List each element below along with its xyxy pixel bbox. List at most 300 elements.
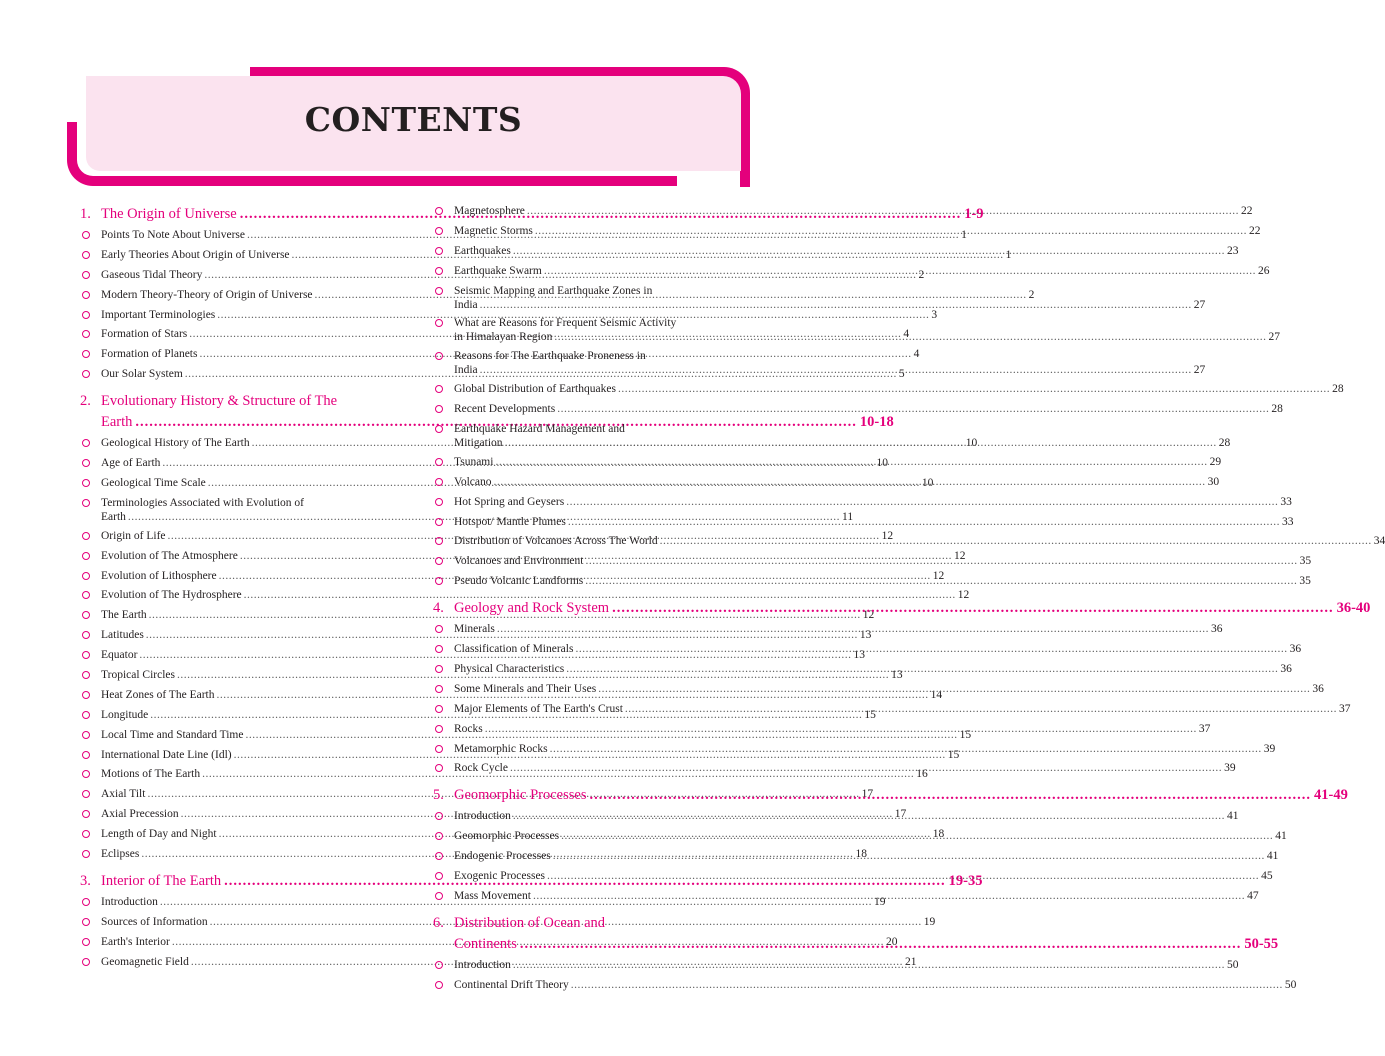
- topic-page-number: 12: [953, 549, 966, 562]
- topic-text-block: [454, 869, 1273, 884]
- topic-page-number: 18: [855, 848, 867, 861]
- topic-item[interactable]: [433, 495, 1292, 510]
- dot-leader: [550, 742, 1262, 756]
- topic-page-number: 27: [1193, 298, 1206, 311]
- topic-text: Motions of The Earth: [101, 768, 201, 781]
- topic-page-number: 50: [1226, 959, 1239, 972]
- topic-text: Origin of Life: [101, 529, 166, 542]
- dot-leader: [535, 224, 1247, 238]
- topic-page-number: 23: [1226, 244, 1239, 257]
- topic-text: Magnetosphere: [454, 205, 525, 217]
- topic-row: [454, 682, 1324, 696]
- topic-text-block: [454, 889, 1259, 904]
- dot-leader: [575, 642, 1287, 656]
- chapter-title-row: [454, 934, 1278, 955]
- chapter-title[interactable]: Earth: [101, 414, 133, 431]
- topic-page-number: 50: [1284, 978, 1297, 991]
- topic-text-line: Earthquake Hazard Management and: [454, 423, 625, 436]
- bullet-icon: [433, 702, 454, 717]
- topic-text: Geological Time Scale: [101, 477, 206, 490]
- topic-page-number: 41: [1275, 830, 1287, 843]
- dot-leader: [571, 978, 1283, 992]
- topic-text: Endogenic Processes: [454, 850, 551, 863]
- dot-leader: [566, 662, 1278, 676]
- topic-text: Tsunami: [454, 455, 494, 468]
- topic-page-number: 18: [932, 828, 945, 841]
- topic-text-block: [454, 702, 1351, 717]
- chapter-title-block: [454, 913, 1278, 955]
- topic-row: [454, 515, 1293, 529]
- bullet-icon: [80, 847, 101, 862]
- bullet-icon: [433, 284, 454, 312]
- topic-page-number: 10: [876, 457, 889, 470]
- topic-row: [454, 622, 1223, 636]
- topic-item[interactable]: [80, 308, 938, 323]
- bullet-icon: [433, 349, 454, 377]
- topic-text-block: [454, 534, 1385, 549]
- topic-page-number: 22: [1241, 205, 1253, 217]
- topic-text-block: [454, 515, 1293, 530]
- topic-text: Recent Developments: [454, 403, 556, 416]
- dot-leader: [547, 869, 1259, 883]
- topic-page-number: 15: [959, 728, 972, 741]
- topic-row: [454, 534, 1385, 548]
- topic-row: [454, 662, 1292, 676]
- topic-text: Local Time and Standard Time: [101, 728, 244, 741]
- bullet-icon: [433, 889, 454, 904]
- bullet-icon: [80, 288, 101, 303]
- topic-row: [454, 869, 1273, 883]
- topic-text: Major Elements of The Earth's Crust: [454, 702, 623, 715]
- topic-page-number: 11: [842, 510, 854, 523]
- bullet-icon: [433, 622, 454, 637]
- topic-text-line: What are Reasons for Frequent Seismic Activity: [454, 317, 677, 330]
- topic-row: [454, 495, 1292, 509]
- chapter-title-block: [454, 598, 1370, 619]
- dot-leader: [618, 382, 1330, 396]
- topic-text: Early Theories About Origin of Universe: [101, 248, 290, 261]
- topic-page-number: 33: [1280, 495, 1292, 508]
- topic-text-block: [454, 224, 1261, 239]
- dot-leader: [510, 761, 1222, 775]
- bullet-icon: [433, 829, 454, 844]
- topic-page-number: 14: [930, 688, 943, 701]
- bullet-icon: [80, 767, 101, 782]
- topic-row: [454, 363, 1205, 377]
- chapter-page-range: 36-40: [1336, 600, 1371, 617]
- topic-page-number: 4: [903, 328, 910, 341]
- topic-page-number: 10: [921, 477, 934, 490]
- topic-text: India: [454, 364, 478, 377]
- topic-row: [454, 244, 1238, 258]
- topic-text-block: [454, 475, 1219, 490]
- bullet-icon: [80, 748, 101, 763]
- topic-text-block: [454, 244, 1238, 259]
- bullet-icon: [80, 496, 101, 524]
- topic-item[interactable]: [433, 382, 1344, 397]
- topic-text: Global Distribution of Earthquakes: [454, 383, 616, 396]
- bullet-icon: [433, 495, 454, 510]
- topic-page-number: 35: [1299, 555, 1312, 568]
- topic-text-block: [454, 958, 1238, 973]
- chapter-title-block: [454, 785, 1348, 806]
- topic-row: [454, 402, 1283, 416]
- topic-item[interactable]: [433, 978, 1297, 993]
- topic-page-number: 36: [1289, 643, 1302, 656]
- bullet-icon: [433, 204, 454, 219]
- topic-text-block: [454, 849, 1278, 864]
- topic-text-block: [454, 455, 1221, 470]
- chapter-number: 5.: [433, 787, 444, 804]
- topic-page-number: 17: [894, 808, 907, 821]
- topic-text: Magnetic Storms: [454, 224, 533, 237]
- topic-row: [454, 829, 1287, 843]
- chapter-title[interactable]: Geology and Rock System: [454, 600, 610, 617]
- topic-text: Longitude: [101, 708, 149, 721]
- bullet-icon: [80, 895, 101, 910]
- topic-text-line: Seismic Mapping and Earthquake Zones in: [454, 284, 653, 297]
- bullet-icon: [433, 422, 454, 450]
- topic-text-block: [454, 761, 1236, 776]
- topic-text: Continental Drift Theory: [454, 978, 569, 991]
- bullet-icon: [80, 648, 101, 663]
- bullet-icon: [433, 682, 454, 697]
- topic-text: Exogenic Processes: [454, 870, 546, 883]
- bullet-icon: [80, 588, 101, 603]
- topic-row: [454, 722, 1210, 736]
- topic-text: Earth's Interior: [101, 935, 170, 948]
- topic-text: Metamorphic Rocks: [454, 742, 548, 755]
- bullet-icon: [80, 308, 101, 323]
- bullet-icon: [80, 248, 101, 263]
- topic-text: Our Solar System: [101, 368, 183, 381]
- topic-row: [454, 761, 1236, 775]
- dot-leader: [585, 574, 1297, 588]
- bullet-icon: [433, 809, 454, 824]
- topic-page-number: 39: [1263, 742, 1276, 755]
- topic-text-block: [454, 642, 1301, 657]
- topic-text: Minerals: [454, 623, 495, 636]
- bullet-icon: [433, 642, 454, 657]
- topic-text: Latitudes: [101, 629, 144, 642]
- dot-leader: [625, 702, 1337, 716]
- topic-item[interactable]: [433, 402, 1283, 417]
- dot-leader: [513, 809, 1225, 823]
- page-title: CONTENTS: [304, 100, 523, 139]
- dot-leader: [495, 455, 1207, 469]
- topic-item[interactable]: [433, 284, 1206, 312]
- topic-row: [454, 742, 1275, 756]
- bullet-icon: [433, 761, 454, 776]
- chapter-number: 4.: [433, 600, 444, 617]
- topic-item[interactable]: [433, 244, 1239, 259]
- topic-text-block: [454, 978, 1296, 993]
- topic-page-number: 19: [923, 915, 936, 928]
- topic-text: Earth: [101, 510, 126, 523]
- chapter-number: 1.: [80, 206, 91, 222]
- bullet-icon: [433, 264, 454, 279]
- topic-page-number: 12: [862, 609, 875, 622]
- topic-text-block: [454, 495, 1292, 510]
- dot-leader: [589, 785, 1311, 806]
- bullet-icon: [80, 807, 101, 822]
- topic-page-number: 39: [1224, 762, 1236, 775]
- topic-text: Some Minerals and Their Uses: [454, 682, 597, 695]
- bullet-icon: [80, 529, 101, 544]
- bullet-icon: [433, 382, 454, 397]
- topic-row: [454, 298, 1205, 312]
- topic-text-line: Terminologies Associated with Evolution of: [101, 496, 304, 509]
- topic-text-block: [454, 422, 1230, 450]
- topic-item[interactable]: [433, 349, 1206, 377]
- topic-row: [454, 382, 1344, 396]
- bullet-icon: [80, 456, 101, 471]
- topic-text: Introduction: [454, 810, 511, 823]
- bullet-icon: [433, 316, 454, 344]
- topic-page-number: 28: [1218, 437, 1231, 450]
- chapter-page-range: 41-49: [1313, 787, 1348, 804]
- topic-page-number: 34: [1373, 535, 1385, 548]
- dot-leader: [497, 622, 1209, 636]
- topic-row: [454, 330, 1280, 344]
- topic-page-number: 21: [904, 955, 917, 968]
- bullet-icon: [433, 475, 454, 490]
- bullet-icon: [80, 708, 101, 723]
- chapter-title-row: [454, 598, 1370, 619]
- dot-leader: [598, 682, 1310, 696]
- bullet-icon: [80, 668, 101, 683]
- topic-text: Hotspot/ Mantle Plumes: [454, 515, 566, 528]
- topic-row: [454, 554, 1311, 568]
- topic-page-number: 26: [1257, 264, 1270, 277]
- bullet-icon: [80, 436, 101, 451]
- topic-page-number: 12: [932, 569, 945, 582]
- topic-row: [454, 978, 1296, 992]
- topic-page-number: 27: [1268, 331, 1280, 344]
- topic-page-number: 5: [898, 368, 905, 381]
- topic-text-block: [454, 574, 1311, 589]
- dot-leader: [505, 436, 1217, 450]
- topic-page-number: 41: [1226, 810, 1239, 823]
- topic-text-block: [454, 316, 1280, 344]
- bullet-icon: [80, 608, 101, 623]
- topic-item[interactable]: [80, 588, 970, 603]
- topic-text: Mitigation: [454, 437, 503, 450]
- topic-page-number: 41: [1266, 850, 1279, 863]
- bullet-icon: [433, 534, 454, 549]
- chapter-number: 6.: [433, 915, 444, 932]
- topic-text: Formation of Planets: [101, 348, 198, 361]
- topic-text: Age of Earth: [101, 457, 161, 470]
- topic-page-number: 16: [916, 768, 928, 781]
- topic-text-block: [454, 204, 1253, 219]
- topic-text: Axial Precession: [101, 808, 179, 821]
- topic-row: [454, 264, 1269, 278]
- topic-page-number: 35: [1299, 575, 1311, 588]
- topic-page-number: 15: [947, 748, 960, 761]
- topic-page-number: 37: [1198, 722, 1211, 735]
- bullet-icon: [433, 455, 454, 470]
- topic-item[interactable]: [433, 316, 1280, 344]
- topic-text: Geomagnetic Field: [101, 955, 189, 968]
- topic-text: Classification of Minerals: [454, 643, 574, 656]
- topic-item[interactable]: [433, 264, 1270, 279]
- topic-text: Eclipses: [101, 848, 140, 861]
- bullet-icon: [80, 915, 101, 930]
- dot-leader: [568, 515, 1280, 529]
- topic-text: Mass Movement: [454, 890, 531, 903]
- topic-page-number: 33: [1281, 515, 1294, 528]
- bullet-icon: [80, 787, 101, 802]
- bullet-icon: [433, 574, 454, 589]
- topic-text: Distribution of Volcanoes Across The World: [454, 535, 658, 548]
- topic-text-line: Reasons for The Earthquake Proneness in: [454, 350, 646, 363]
- bullet-icon: [433, 224, 454, 239]
- topic-text: The Earth: [101, 609, 147, 622]
- topic-text-block: [454, 264, 1269, 279]
- bullet-icon: [433, 869, 454, 884]
- topic-text-block: [454, 829, 1287, 844]
- bullet-icon: [80, 327, 101, 342]
- topic-text: Evolution of The Atmosphere: [101, 549, 238, 562]
- topic-text: in Himalayan Region: [454, 331, 553, 344]
- topic-text-block: [454, 622, 1223, 637]
- topic-page-number: 28: [1332, 383, 1344, 396]
- topic-item[interactable]: [433, 224, 1261, 239]
- topic-text: Rocks: [454, 722, 483, 735]
- bullet-icon: [433, 849, 454, 864]
- dot-leader: [554, 330, 1266, 344]
- chapter-number: 2.: [80, 393, 91, 410]
- bullet-icon: [80, 347, 101, 362]
- dot-leader: [533, 889, 1245, 903]
- topic-page-number: 30: [1207, 475, 1220, 488]
- topic-row: [454, 436, 1230, 450]
- topic-text: Formation of Stars: [101, 328, 188, 341]
- topic-page-number: 12: [881, 529, 894, 542]
- dot-leader: [585, 554, 1297, 568]
- bullet-icon: [80, 476, 101, 491]
- bullet-icon: [80, 268, 101, 283]
- dot-leader: [527, 204, 1239, 218]
- topic-text: Evolution of Lithosphere: [101, 569, 217, 582]
- topic-page-number: 2: [918, 268, 925, 281]
- chapter-title[interactable]: Geomorphic Processes: [454, 787, 587, 804]
- topic-row: [454, 475, 1219, 489]
- bullet-icon: [80, 569, 101, 584]
- chapter-title[interactable]: Interior of The Earth: [101, 873, 222, 890]
- chapter-page-range: 19-35: [948, 873, 983, 890]
- topic-page-number: 13: [891, 669, 903, 682]
- chapter-page-range: 50-55: [1244, 936, 1279, 953]
- topic-text: International Date Line (Idl): [101, 748, 232, 761]
- topic-text: Volcano: [454, 475, 492, 488]
- topic-page-number: 28: [1271, 403, 1283, 416]
- topic-text: Geomorphic Processes: [454, 830, 560, 843]
- bullet-icon: [80, 367, 101, 382]
- bullet-icon: [80, 827, 101, 842]
- chapter-number: 3.: [80, 873, 91, 890]
- topic-text-block: [454, 554, 1311, 569]
- topic-text: Introduction: [454, 959, 511, 972]
- bullet-icon: [80, 628, 101, 643]
- topic-text-block: [454, 402, 1283, 417]
- bullet-icon: [433, 742, 454, 757]
- topic-text: Rock Cycle: [454, 762, 508, 775]
- chapter-title[interactable]: Continents: [454, 936, 517, 953]
- topic-page-number: 13: [859, 629, 872, 642]
- topic-text: Points To Note About Universe: [101, 229, 246, 241]
- bullet-icon: [80, 955, 101, 970]
- topic-text: Equator: [101, 649, 138, 662]
- bullet-icon: [433, 402, 454, 417]
- topic-text-block: [454, 349, 1205, 377]
- topic-text: Hot Spring and Geysers: [454, 495, 565, 508]
- bullet-icon: [80, 935, 101, 950]
- topic-row: [454, 849, 1278, 863]
- topic-page-number: 27: [1193, 364, 1206, 377]
- dot-leader: [612, 598, 1334, 619]
- dot-leader: [480, 363, 1192, 377]
- topic-page-number: 10: [965, 437, 978, 450]
- topic-text: Introduction: [101, 896, 158, 909]
- topic-text-block: [454, 722, 1210, 737]
- dot-leader: [513, 244, 1225, 258]
- topic-text: Sources of Information: [101, 915, 208, 928]
- topic-text: Tropical Circles: [101, 669, 175, 682]
- topic-row: [454, 204, 1253, 218]
- topic-page-number: 20: [885, 935, 898, 948]
- dot-leader: [660, 534, 1372, 548]
- chapter-title[interactable]: The Origin of Universe: [101, 206, 237, 222]
- topic-page-number: 19: [873, 896, 886, 909]
- topic-text-block: [454, 382, 1344, 397]
- chapter-title-row: [454, 785, 1348, 806]
- topic-row: [454, 574, 1311, 588]
- topic-row: [454, 889, 1259, 903]
- bullet-icon: [433, 244, 454, 259]
- chapter-page-range: 1-9: [964, 206, 984, 222]
- dot-leader: [480, 298, 1192, 312]
- bullet-icon: [433, 958, 454, 973]
- topic-page-number: 3: [931, 308, 938, 321]
- topic-page-number: 12: [957, 589, 970, 602]
- topic-row: [454, 702, 1351, 716]
- chapter-title-line: Distribution of Ocean and: [454, 915, 606, 932]
- topic-text: Length of Day and Night: [101, 828, 217, 841]
- topic-row: [454, 809, 1238, 823]
- topic-page-number: 22: [1249, 224, 1261, 237]
- topic-text: Axial Tilt: [101, 788, 146, 801]
- topic-text: Pseudo Volcanic Landforms: [454, 575, 584, 588]
- bullet-icon: [80, 228, 101, 243]
- dot-leader: [485, 722, 1197, 736]
- dot-leader: [561, 829, 1273, 843]
- topic-text: Modern Theory-Theory of Origin of Universe: [101, 288, 313, 301]
- topic-page-number: 13: [853, 649, 866, 662]
- bullet-icon: [80, 728, 101, 743]
- chapter-page-range: 10-18: [859, 414, 894, 431]
- dot-leader: [553, 849, 1265, 863]
- topic-text: Geological History of The Earth: [101, 437, 250, 450]
- topic-page-number: 36: [1280, 663, 1292, 676]
- topic-page-number: 37: [1339, 702, 1351, 715]
- bullet-icon: [433, 554, 454, 569]
- topic-text: Earthquake Swarm: [454, 264, 542, 277]
- topic-page-number: 2: [1028, 288, 1035, 301]
- topic-page-number: 17: [861, 788, 874, 801]
- topic-page-number: 45: [1261, 870, 1273, 883]
